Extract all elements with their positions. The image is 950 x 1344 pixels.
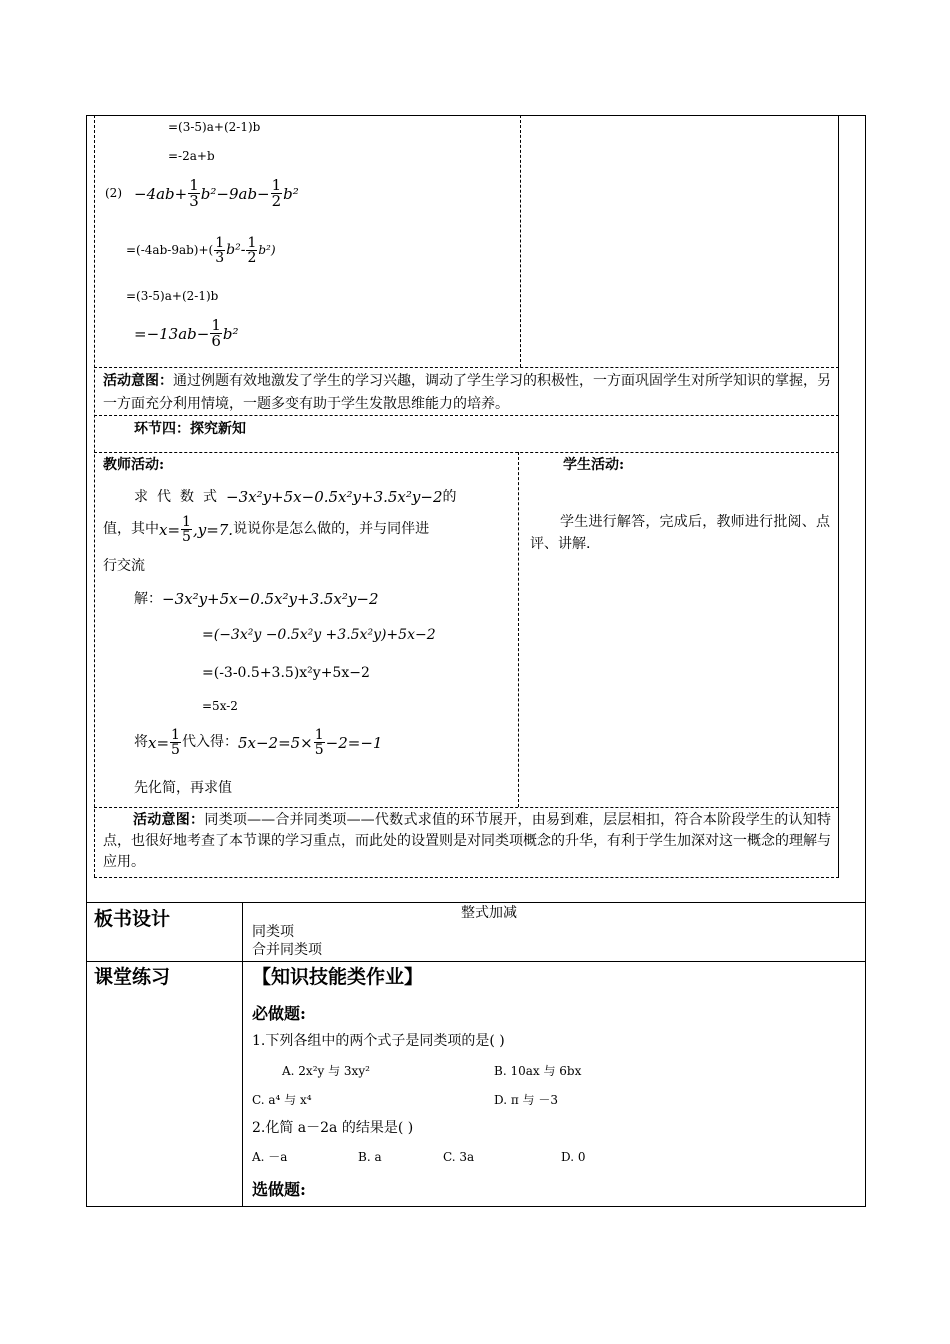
optional-label: 选做题: bbox=[252, 1180, 306, 1199]
intent-text: 通过例题有效地激发了学生的学习兴趣，调动了学生学习的积极性，一方面巩固学生对所学知识的掌握，另一方面充分利用情境，一题多变有助于学生发散思维能力的培养。 bbox=[103, 373, 831, 412]
inner-right-border bbox=[838, 115, 839, 877]
fraction: $\frac{1}{2}$ bbox=[247, 235, 257, 266]
activity-intent-2 bbox=[103, 810, 831, 873]
task-line-1: 求代数式 −3x²y+5x−0.5x²y+3.5x²y−2 的 bbox=[134, 488, 457, 506]
inner-bottom-border bbox=[94, 877, 839, 878]
q1-option-d: D. π 与 －3 bbox=[494, 1093, 558, 1107]
q2-option-b: B. a bbox=[358, 1150, 382, 1164]
solution-step-2: =(-3-0.5+3.5)x²y+5x−2 bbox=[202, 665, 370, 681]
task-expression: −3x²y+5x−0.5x²y+3.5x²y−2 bbox=[226, 488, 443, 506]
fraction: $\frac{1}{6}$ bbox=[211, 316, 221, 350]
outer-bottom-border bbox=[86, 1206, 866, 1207]
q1-option-a: A. 2x²y 与 3xy² bbox=[282, 1064, 370, 1078]
board-label: 板书设计 bbox=[94, 908, 171, 930]
activity-intent-1 bbox=[103, 370, 831, 416]
practice-heading: 【知识技能类作业】 bbox=[252, 966, 424, 988]
solution-step-1: =(−3x²y −0.5x²y +3.5x²y)+5x−2 bbox=[202, 627, 436, 643]
q2-option-c: C. 3a bbox=[443, 1150, 475, 1164]
summary-text: 先化简，再求值 bbox=[134, 780, 232, 796]
q1-option-b: B. 10ax 与 6bx bbox=[494, 1064, 582, 1078]
section-4-title: 环节四：探究新知 bbox=[134, 421, 246, 437]
board-line-2: 合并同类项 bbox=[252, 942, 322, 958]
task-line-2: 值，其中 x= $\frac{1}{5}$ ,y=7. 说说你是怎么做的，并与同伴进 bbox=[103, 514, 430, 545]
math-line: =-2a+b bbox=[168, 149, 215, 163]
q1-option-c: C. a⁴ 与 x⁴ bbox=[252, 1093, 312, 1107]
outer-top-border bbox=[86, 115, 866, 116]
question-2: 2.化简 a－2a 的结果是( ) bbox=[252, 1120, 414, 1136]
row-divider-board bbox=[86, 902, 866, 903]
fraction: $\frac{1}{3}$ bbox=[189, 176, 199, 210]
q2-option-a: A. －a bbox=[252, 1150, 288, 1164]
board-title: 整式加减 bbox=[461, 905, 517, 921]
fraction: $\frac{1}{5}$ bbox=[314, 727, 324, 758]
question-1: 1.下列各组中的两个式子是同类项的是( ) bbox=[252, 1033, 505, 1049]
intent-text: 同类项——合并同类项——代数式求值的环节展开，由易到难，层层相扣，符合本阶段学生的认知特点，也很好地考查了本节课的学习重点，而此处的设置则是对同类项概念的升华，有利于学生加深对这一概念的理解与应用。 bbox=[103, 812, 832, 870]
fraction: $\frac{1}{5}$ bbox=[182, 514, 191, 545]
board-line-1: 同类项 bbox=[252, 924, 294, 940]
teacher-activity-label: 教师活动: bbox=[103, 457, 165, 473]
intent-label: 活动意图： bbox=[133, 812, 205, 828]
fraction: $\frac{1}{3}$ bbox=[215, 235, 225, 266]
student-activity-text: 学生进行解答，完成后，教师进行批阅、点评、讲解. bbox=[530, 514, 830, 552]
inner-column-divider-1 bbox=[520, 115, 521, 367]
inner-left-border bbox=[94, 115, 95, 877]
inner-column-divider-2 bbox=[518, 452, 519, 807]
intent-label: 活动意图： bbox=[103, 373, 173, 389]
math-line: =(3-5)a+(2-1)b bbox=[168, 120, 261, 134]
outer-right-border bbox=[865, 115, 866, 1207]
fraction: $\frac{1}{2}$ bbox=[271, 176, 282, 210]
problem-2: (2) −4ab+ $\frac{1}{3}$ b²−9ab− $\frac{1}{2}$ b² bbox=[105, 176, 299, 210]
problem-2-label: (2) bbox=[105, 186, 122, 201]
q2-option-d: D. 0 bbox=[561, 1150, 586, 1164]
task-line-3: 行交流 bbox=[103, 558, 145, 574]
step-b: =(3-5)a+(2-1)b bbox=[126, 289, 219, 303]
fraction: $\frac{1}{5}$ bbox=[171, 727, 180, 758]
solution-step-3: =5x-2 bbox=[202, 699, 238, 713]
outer-left-border bbox=[86, 115, 87, 1207]
substitution-line: 将 x= $\frac{1}{5}$ 代入得： 5x−2=5× $\frac{1}{5}$ −2=−1 bbox=[134, 727, 383, 758]
practice-label: 课堂练习 bbox=[94, 966, 171, 988]
student-activity-label: 学生活动: bbox=[563, 457, 625, 473]
solution-line: 解： −3x²y+5x−0.5x²y+3.5x²y−2 bbox=[134, 590, 379, 608]
step-a: =(-4ab-9ab)+( $\frac{1}{3}$ b²- $\frac{1}{2}$ b²) bbox=[126, 235, 276, 266]
inner-row-divider-1 bbox=[94, 367, 839, 368]
inner-row-divider-3 bbox=[94, 452, 839, 453]
step-c: =−13ab− $\frac{1}{6}$ b² bbox=[134, 316, 239, 350]
inner-row-divider-4 bbox=[94, 807, 839, 808]
row-divider-practice bbox=[86, 961, 866, 962]
label-column-divider bbox=[242, 902, 243, 1207]
required-label: 必做题: bbox=[252, 1004, 306, 1023]
